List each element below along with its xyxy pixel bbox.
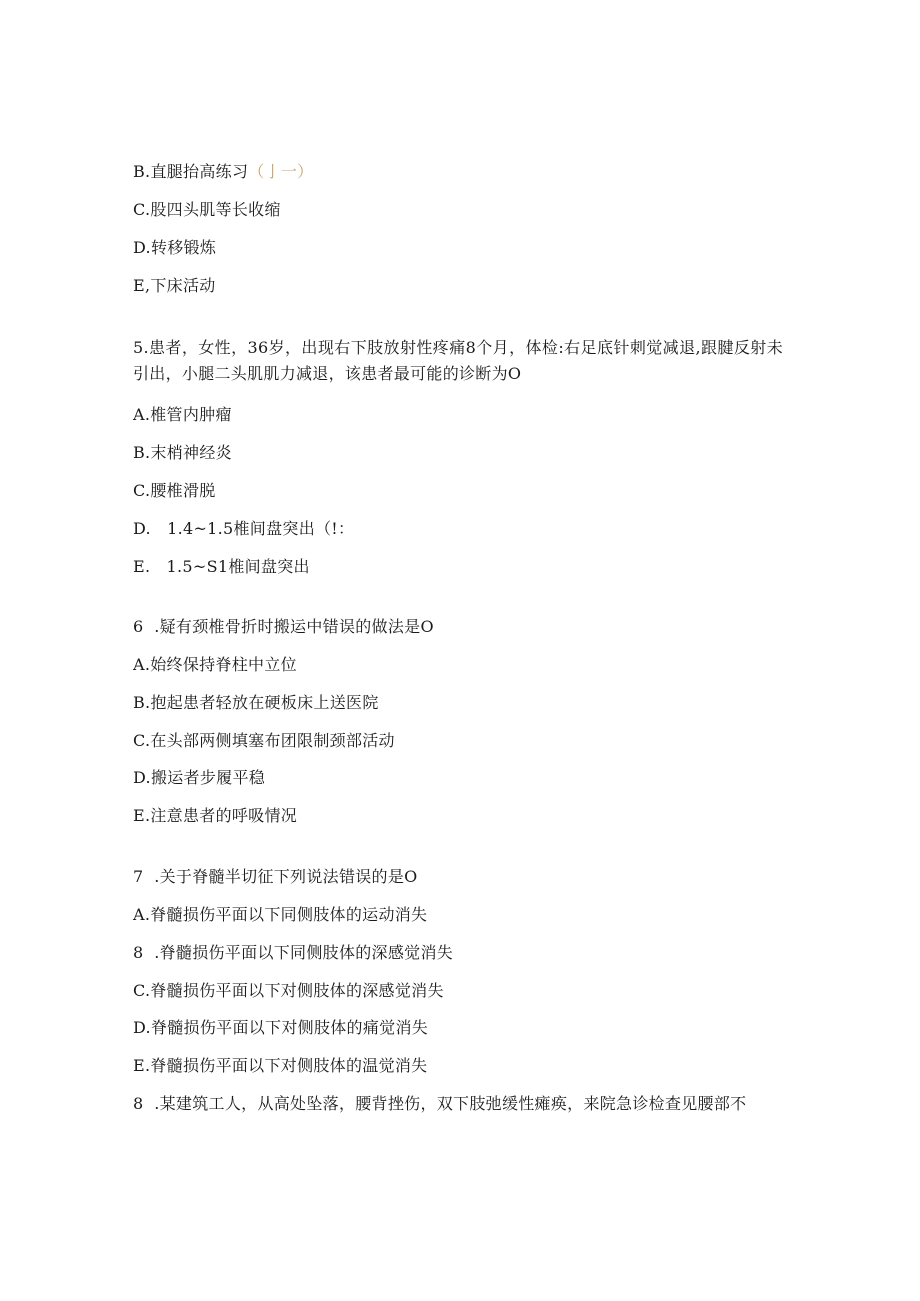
option-q5-e: E. 1.5~S1椎间盘突出 xyxy=(133,557,310,576)
option-q6-e: E.注意患者的呼吸情况 xyxy=(133,806,298,825)
handwritten-mark: （亅一） xyxy=(248,162,314,181)
option-text: B.直腿抬高练习 xyxy=(133,162,249,181)
option-q5-a: A.椎管内肿瘤 xyxy=(133,405,232,424)
option-q6-b: B.抱起患者轻放在硬板床上送医院 xyxy=(133,693,379,712)
option-q5-b: B.末梢神经炎 xyxy=(133,443,232,462)
option-q4-c: C.股四头肌等长收缩 xyxy=(133,200,281,219)
option-q4-d: D.转移锻炼 xyxy=(133,238,217,257)
option-q6-d: D.搬运者步履平稳 xyxy=(133,768,266,787)
question-5-stem: 5.患者，女性，36岁，出现右下肢放射性疼痛8个月，体检:右足底针刺觉减退,跟腱反射未引出，小腿二头肌肌力减退，该患者最可能的诊断为O xyxy=(133,338,783,383)
question-7-stem: 7 .关于脊髓半切征下列说法错误的是O xyxy=(133,867,418,886)
option-q7-c: C.脊髓损伤平面以下对侧肢体的深感觉消失 xyxy=(133,981,444,1000)
option-q4-b xyxy=(133,162,313,182)
question-8-stem: 8 .某建筑工人，从高处坠落，腰背挫伤，双下肢弛缓性瘫痪，来院急诊检查见腰部不 xyxy=(133,1094,747,1113)
option-q7-d: D.脊髓损伤平面以下对侧肢体的痛觉消失 xyxy=(133,1018,429,1037)
option-q7-b: 8 .脊髓损伤平面以下同侧肢体的深感觉消失 xyxy=(133,943,454,962)
option-q5-d: D. 1.4~1.5椎间盘突出（!： xyxy=(133,519,355,538)
option-q4-e: E,下床活动 xyxy=(133,276,216,295)
question-6-stem: 6 .疑有颈椎骨折时搬运中错误的做法是O xyxy=(133,617,434,636)
option-q6-a: A.始终保持脊柱中立位 xyxy=(133,655,297,674)
option-q5-c: C.腰椎滑脱 xyxy=(133,481,216,500)
option-q6-c: C.在头部两侧填塞布团限制颈部活动 xyxy=(133,731,395,750)
option-q7-e: E.脊髓损伤平面以下对侧肢体的温觉消失 xyxy=(133,1056,428,1075)
option-q7-a: A.脊髓损伤平面以下同侧肢体的运动消失 xyxy=(133,905,428,924)
